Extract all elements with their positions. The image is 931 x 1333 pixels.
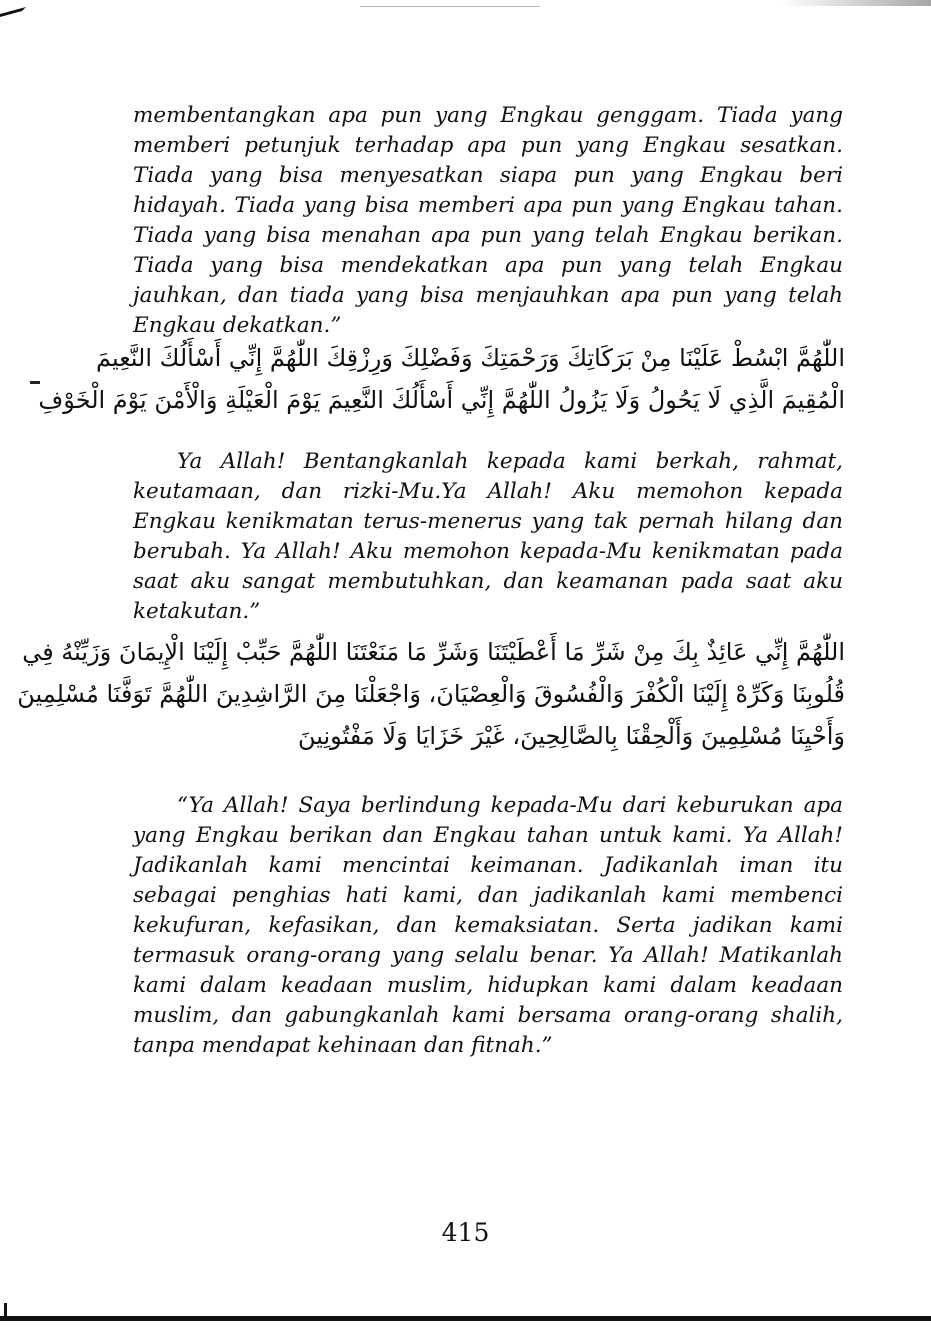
page-number: 415	[441, 1218, 490, 1247]
scan-edge-shadow	[781, 0, 931, 6]
arabic-prayer-2-line-2: قُلُوبِنَا وَكَرِّهْ إِلَيْنَا الْكُفْرَ وَالْفُسُوقَ وَالْعِصْيَانَ، وَاجْعَلْنَا مِنَ الرَّاشِدِينَ اللّٰهُمَّ تَوَفَّنَا مُسْلِمِينَ	[17, 680, 845, 708]
paragraph-2-text: Ya Allah! Bentangkanlah kepada kami berkah, rahmat, keutamaan, dan rizki-Mu.Ya Allah! Aku memohon kepada Engkau kenikmatan terus-menerus yang tak pernah hilang dan berubah. Ya Allah! Aku memohon kepada-Mu kenikmatan pada saat aku sangat membutuhkan, dan keamanan pada saat aku ketakutan.”	[133, 449, 843, 624]
arabic-prayer-2	[17, 631, 845, 757]
bottom-edge-tick	[4, 1303, 7, 1317]
bottom-edge-rule	[0, 1316, 931, 1321]
arabic-prayer-1-line-1: اللّٰهُمَّ ابْسُطْ عَلَيْنَا مِنْ بَرَكَاتِكَ وَرَحْمَتِكَ وَفَضْلِكَ وَرِزْقِكَ اللّٰهُمَّ إِنِّي أَسْأَلُكَ النَّعِيمَ	[95, 344, 845, 372]
corner-arrow-mark	[0, 4, 40, 18]
scan-dust-line	[360, 6, 540, 7]
paragraph-1	[133, 101, 843, 341]
paragraph-3	[133, 791, 843, 1061]
paragraph-2	[133, 447, 843, 627]
arabic-prayer-1	[38, 337, 845, 421]
arabic-prayer-2-line-3: وَأَحْيِنَا مُسْلِمِينَ وَأَلْحِقْنَا بِالصَّالِحِينَ، غَيْرَ خَزَايَا وَلَا مَفْتُونِينَ	[297, 722, 845, 750]
paragraph-3-text: “Ya Allah! Saya berlindung kepada-Mu dari keburukan apa yang Engkau berikan dan Engkau tahan untuk kami. Ya Allah! Jadikanlah kami mencintai keimanan. Jadikanlah iman itu sebagai penghias hati kami, dan jadikanlah kami membenci kekufuran, kefasikan, dan kemaksiatan. Serta jadikan kami termasuk orang-orang yang selalu benar. Ya Allah! Matikanlah kami dalam keadaan muslim, hidupkan kami dalam keadaan muslim, dan gabungkanlah kami bersama orang-orang shalih, tanpa mendapat kehinaan dan fitnah.”	[133, 793, 843, 1058]
arabic-prayer-1-line-2: الْمُقِيمَ الَّذِي لَا يَحُولُ وَلَا يَزُولُ اللّٰهُمَّ إِنِّي أَسْأَلُكَ النَّعِيمَ يَوْمَ الْعَيْلَةِ وَالْأَمْنَ يَوْمَ الْخَوْفِ	[38, 386, 845, 414]
arabic-prayer-2-line-1: اللّٰهُمَّ إِنِّي عَائِذٌ بِكَ مِنْ شَرِّ مَا أَعْطَيْتَنَا وَشَرِّ مَا مَنَعْتَنَا اللّٰهُمَّ حَبِّبْ إِلَيْنَا الْإِيمَانَ وَزَيِّنْهُ فِي	[22, 638, 845, 666]
paragraph-1-text: membentangkan apa pun yang Engkau genggam. Tiada yang memberi petunjuk terhadap apa pun yang Engkau sesatkan. Tiada yang bisa menyesatkan siapa pun yang Engkau beri hidayah. Tiada yang bisa memberi apa pun yang Engkau tahan. Tiada yang bisa menahan apa pun yang telah Engkau berikan. Tiada yang bisa mendekatkan apa pun yang telah Engkau jauhkan, dan tiada yang bisa menjauhkan apa pun yang telah Engkau dekatkan.”	[133, 103, 843, 338]
